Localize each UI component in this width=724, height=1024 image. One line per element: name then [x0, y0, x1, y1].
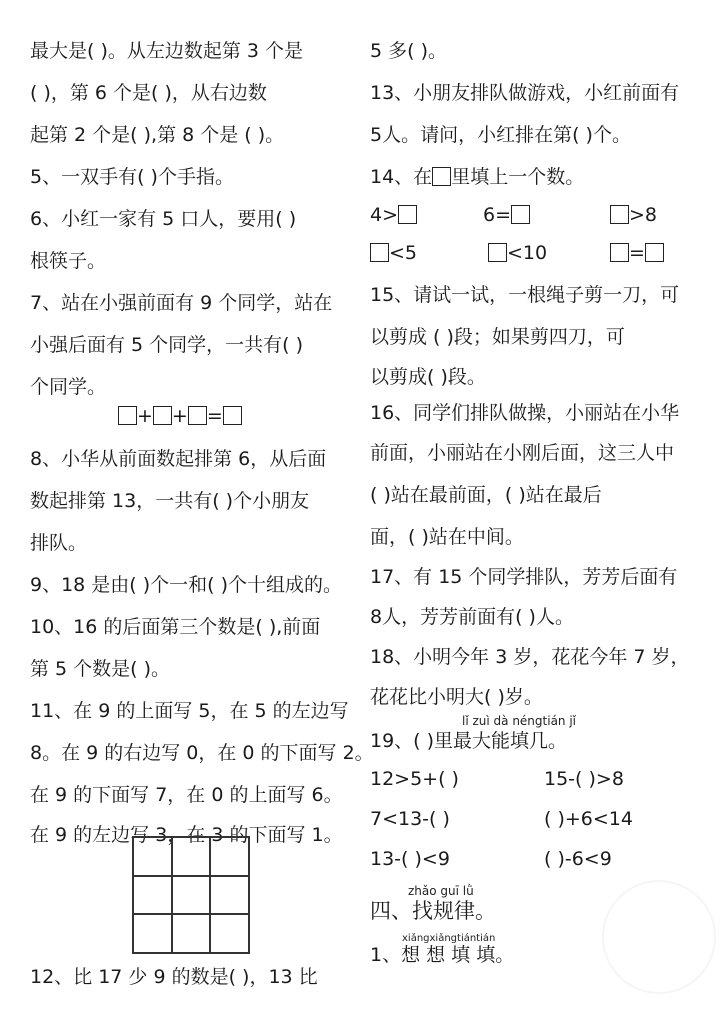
watermark-seal [602, 880, 716, 994]
inequality-4: ( )+6<14 [544, 808, 633, 830]
question-10-line-2: 第 5 个数是( )。 [30, 658, 171, 680]
grid-cell[interactable] [210, 837, 249, 876]
question-13-line-2: 5人。请问，小红排在第( )个。 [370, 124, 631, 146]
grid-cell[interactable] [172, 914, 211, 953]
answer-box[interactable] [188, 406, 207, 425]
question-19-row-2 [370, 806, 633, 832]
comparison-lt-10: <10 [507, 242, 548, 264]
question-12-line-1: 12、比 17 少 9 的数是( )，13 比 [30, 966, 318, 988]
grid-cell[interactable] [172, 837, 211, 876]
question-19-row-3 [370, 846, 612, 872]
question-17-line-1: 17、有 15 个同学排队，芳芳后面有 [370, 566, 678, 588]
question-6-line-1: 6、小红一家有 5 口人，要用( ) [30, 208, 297, 230]
inequality-5: 13-( )<9 [370, 848, 450, 870]
question-14-prefix: 14、在 [370, 166, 433, 188]
question-16-line-3: ( )站在最前面，( )站在最后 [370, 484, 602, 506]
comparison-gt-8: >8 [629, 204, 658, 226]
question-9: 9、18 是由( )个一和( )个十组成的。 [30, 574, 343, 596]
comparison-lt-5: <5 [389, 242, 418, 264]
number-grid [132, 836, 250, 954]
section-4-title: 四、找规律。 [370, 899, 496, 923]
comparison-eq: = [629, 242, 645, 264]
question-7-line-2: 小强后面有 5 个同学，一共有( ) [30, 334, 304, 356]
question-11-line-2: 8。在 9 的右边写 0，在 0 的下面写 2。 [30, 742, 374, 764]
comparison-gt-8-group [610, 202, 657, 228]
answer-box[interactable] [610, 205, 629, 224]
question-4-line-1: 最大是( )。从左边数起第 3 个是 [30, 40, 304, 62]
question-4-line-2: ( )，第 6 个是( )，从右边数 [30, 82, 267, 104]
question-11-line-4: 在 9 的左边写 3，在 3 的下面写 1。 [30, 824, 343, 846]
equals-sign: = [206, 405, 223, 427]
answer-box[interactable] [398, 205, 417, 224]
comparison-6-eq-group [483, 202, 530, 228]
grid-cell[interactable] [210, 876, 249, 915]
question-5: 5、一双手有( )个手指。 [30, 166, 234, 188]
inequality-3: 7<13-( ) [370, 808, 450, 830]
answer-box[interactable] [153, 406, 172, 425]
question-12-line-2: 5 多( )。 [370, 40, 447, 62]
answer-box[interactable] [610, 243, 629, 262]
question-6-line-2: 根筷子。 [30, 250, 107, 272]
inequality-6: ( )-6<9 [544, 848, 612, 870]
question-7-line-1: 7、站在小强前面有 9 个同学，站在 [30, 292, 333, 314]
question-17-line-2: 8人，芳芳前面有( )人。 [370, 606, 574, 628]
question-11-line-1: 11、在 9 的上面写 5，在 5 的左边写 [30, 700, 349, 722]
question-11-line-3: 在 9 的下面写 7，在 0 的上面写 6。 [30, 784, 343, 806]
question-16-line-4: 面，( )站在中间。 [370, 526, 524, 548]
question-16-line-2: 前面，小丽站在小刚后面，这三人中 [370, 442, 675, 464]
question-8-line-3: 排队。 [30, 532, 88, 554]
question-8-line-2: 数起排第 13，一共有( )个小朋友 [30, 490, 310, 512]
question-19-row-1 [370, 766, 624, 792]
question-14-suffix: 里填上一个数。 [451, 166, 585, 188]
subsection-1-title: 1、想 想 填 填。 [370, 944, 515, 966]
answer-box[interactable] [118, 406, 137, 425]
section-4-pinyin: zhǎo guī lǜ [408, 884, 474, 898]
question-15-line-2: 以剪成 ( )段；如果剪四刀，可 [370, 326, 625, 348]
inequality-1: 12>5+( ) [370, 768, 459, 790]
question-19-title: 19、( )里最大能填几。 [370, 730, 568, 752]
answer-box[interactable] [223, 406, 242, 425]
question-4-line-3: 起第 2 个是( ),第 8 个是 ( )。 [30, 124, 285, 146]
grid-cell[interactable] [133, 837, 172, 876]
inequality-2: 15-( )>8 [544, 768, 624, 790]
grid-cell[interactable] [210, 914, 249, 953]
grid-cell[interactable] [172, 876, 211, 915]
answer-box[interactable] [370, 243, 389, 262]
answer-box[interactable] [511, 205, 530, 224]
question-15-line-1: 15、请试一试，一根绳子剪一刀，可 [370, 284, 680, 306]
question-14-row-1 [370, 202, 710, 228]
comparison-6-eq: 6= [483, 204, 512, 226]
comparison-lt-10-group [488, 240, 547, 266]
plus-sign: + [171, 405, 188, 427]
question-15-line-3: 以剪成( )段。 [370, 366, 486, 388]
question-7-line-3: 个同学。 [30, 376, 107, 398]
question-14-instruction [370, 164, 584, 190]
answer-box[interactable] [432, 167, 451, 186]
answer-box[interactable] [645, 243, 664, 262]
question-18-line-2: 花花比小明大( )岁。 [370, 686, 543, 708]
question-14-row-2 [370, 240, 710, 266]
question-16-line-1: 16、同学们排队做操，小丽站在小华 [370, 402, 680, 424]
question-8-line-1: 8、小华从前面数起排第 6，从后面 [30, 448, 327, 470]
question-13-line-1: 13、小朋友排队做游戏，小红前面有 [370, 82, 680, 104]
comparison-4-gt: 4> [370, 204, 399, 226]
question-18-line-1: 18、小明今年 3 岁，花花今年 7 岁， [370, 646, 690, 668]
question-19-pinyin: lǐ zuì dà néngtián jǐ [462, 714, 577, 728]
grid-cell[interactable] [133, 876, 172, 915]
answer-box[interactable] [488, 243, 507, 262]
comparison-box-eq-box-group [610, 240, 664, 266]
box-equation [118, 403, 242, 429]
subsection-1-pinyin: xiǎngxiǎngtiántián [402, 933, 496, 944]
question-10-line-1: 10、16 的后面第三个数是( ),前面 [30, 616, 321, 638]
grid-cell[interactable] [133, 914, 172, 953]
plus-sign: + [137, 405, 153, 427]
